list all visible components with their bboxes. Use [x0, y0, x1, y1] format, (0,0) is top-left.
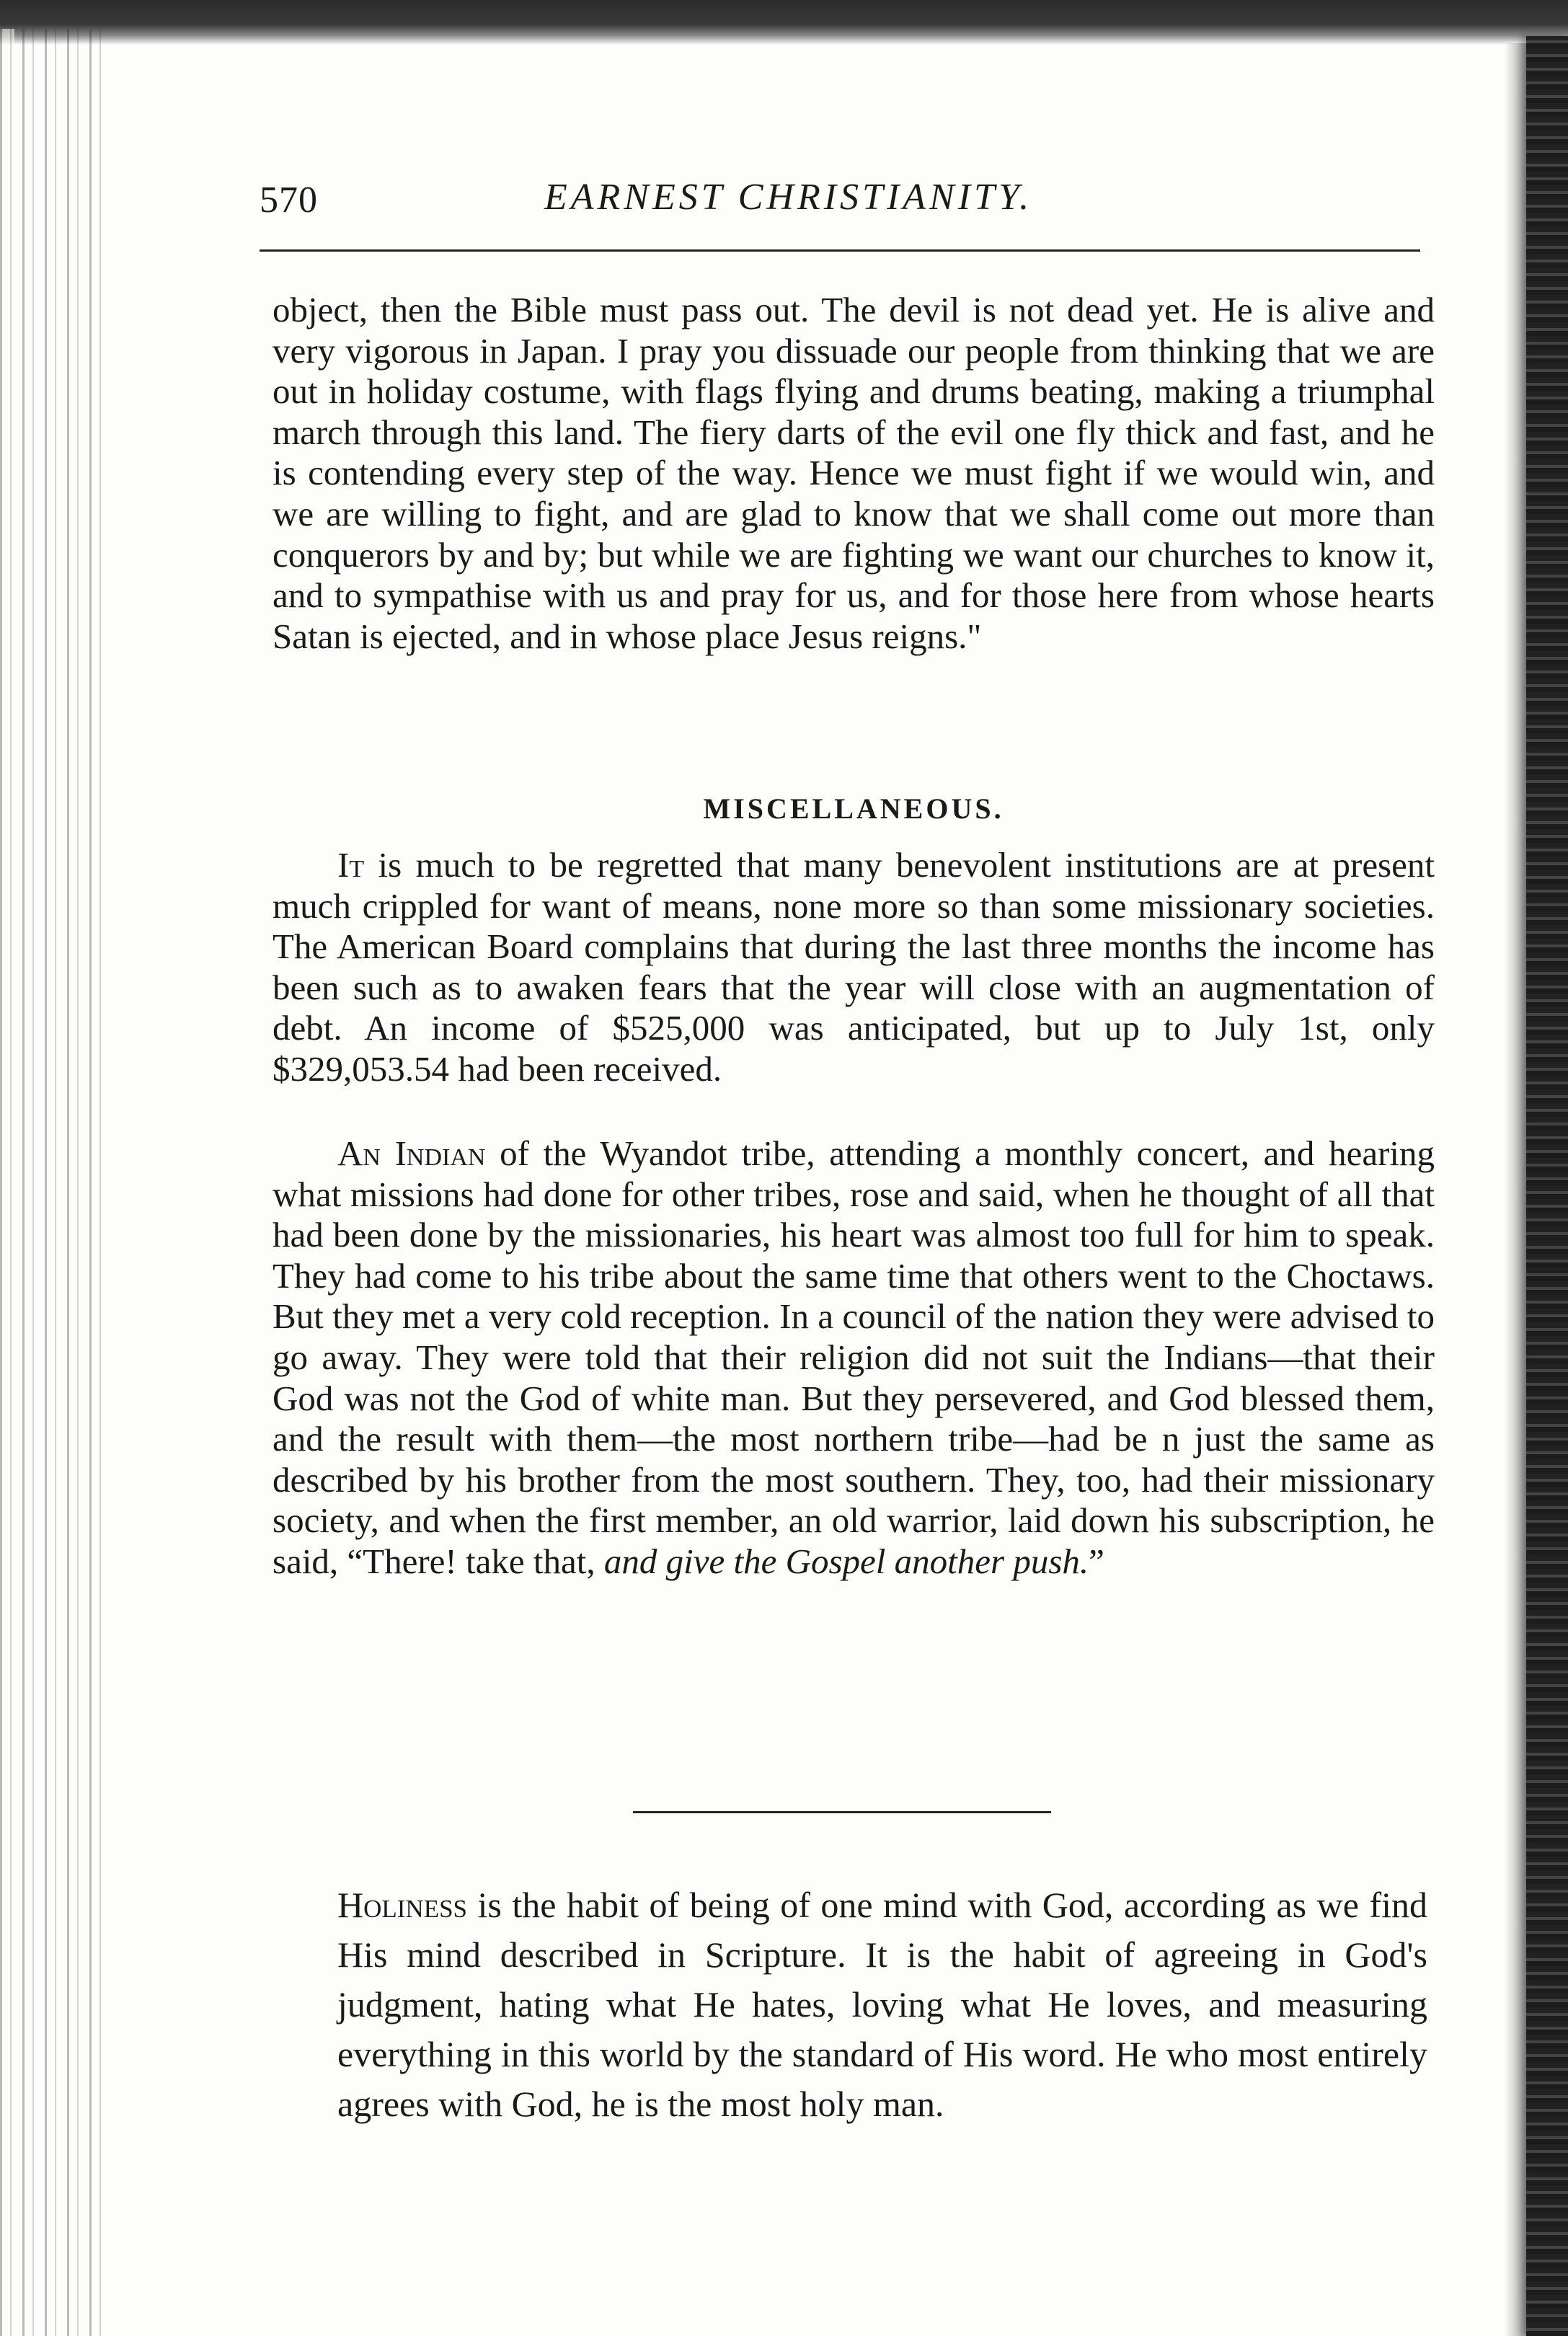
header-rule: [260, 249, 1420, 252]
letter-continuation-paragraph: object, then the Bible must pass out. The devil is not dead yet. He is alive and very vigorous in Japan. I pray you dissuade our people from thinking that we are out in holiday costume, with flags flying and drums beating, making a triumphal march through this land. The fiery darts of the evil one fly thick and fast, and he is contending every step of the way. Hence we must fight if we would win, and we are willing to fight, and are glad to know that we shall come out more than conquerors by and by; but while we are fighting we want our churches to know it, and to sympathise with us and pray for us, and for those here from whose hearts Satan is ejected, and in whose place Jesus reigns.": [273, 290, 1435, 656]
paragraph-holiness: [337, 1880, 1427, 2129]
scan-right-edge: [1526, 36, 1568, 2336]
paragraph-missionary-funds: [273, 845, 1435, 1090]
paragraph-lead-words: Holiness: [337, 1885, 468, 1925]
closing-quote: ”: [1089, 1541, 1104, 1581]
scan-top-edge: [0, 0, 1568, 45]
paragraph-lead-words: It: [337, 845, 365, 885]
scan-right-shadow: [1505, 43, 1526, 2336]
paragraph-italic-quote: and give the Gospel another push.: [603, 1541, 1089, 1581]
paragraph-body: of the Wyandot tribe, attending a monthly concert, and hearing what missions had done for other tribes, rose and said, when he thought of all that had been done by the missionaries, his heart was almost too full for him to speak. They had come to his tribe about the same time that others went to the Choctaws. But they met a very cold reception. In a council of the nation they were advised to go away. They were told that their religion did not suit the Indians—that their God was not the God of white man. But they persevered, and God blessed them, and the result with them—the most northern tribe—had be n just the same as described by his brother from the most southern. They, too, had their missionary society, and when the first member, an old warrior, laid down his subscription, he said, “There! take that,: [273, 1133, 1435, 1581]
section-heading-miscellaneous: MISCELLANEOUS.: [703, 792, 1004, 825]
paragraph-lead-words: An Indian: [337, 1133, 486, 1173]
page-number: 570: [260, 180, 318, 221]
paragraph-wyandot-indian: [273, 1133, 1435, 1583]
section-divider: [633, 1811, 1051, 1813]
scan-left-edge: [0, 29, 108, 2336]
paragraph-body: is much to be regretted that many benevolent institutions are at present much crippled for want of means, none more so than some missionary societies. The American Board complains that during the last three months the income has been such as to awaken fears that the year will close with an augmentation of debt. An income of $525,000 was anticipated, but up to July 1st, only $329,053.54 had been received.: [273, 845, 1435, 1089]
paragraph-body: is the habit of being of one mind with God, according as we find His mind described in Scripture. It is the habit of agreeing in God's judgment, hating what He hates, loving what He loves, and measuring everything in this world by the standard of His word. He who most entirely agrees with God, he is the most holy man.: [337, 1885, 1427, 2124]
running-title: EARNEST CHRISTIANITY.: [544, 177, 1033, 218]
